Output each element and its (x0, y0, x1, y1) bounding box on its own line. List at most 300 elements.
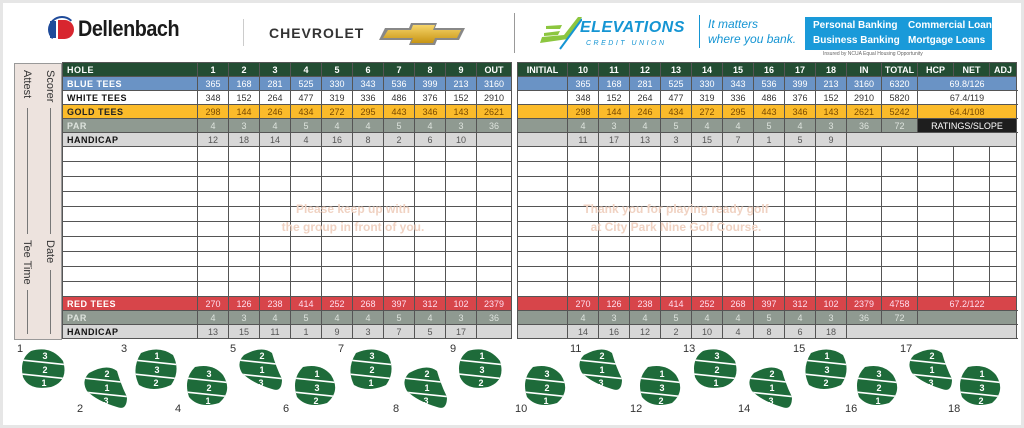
score-cell[interactable] (990, 162, 1017, 177)
score-cell[interactable] (198, 282, 229, 297)
score-cell[interactable] (415, 192, 446, 207)
score-cell[interactable] (198, 147, 229, 162)
player-name-cell[interactable] (63, 177, 198, 192)
score-cell[interactable] (847, 252, 882, 267)
score-cell[interactable] (630, 162, 661, 177)
handicap-row (518, 325, 1017, 339)
score-cell[interactable] (599, 237, 630, 252)
score-cell[interactable] (661, 192, 692, 207)
score-cell[interactable] (353, 207, 384, 222)
score-cell[interactable] (882, 237, 918, 252)
green-shape-icon (523, 365, 571, 413)
score-cell[interactable] (291, 252, 322, 267)
score-cell[interactable] (198, 192, 229, 207)
score-cell[interactable] (446, 237, 477, 252)
score-cell[interactable] (661, 207, 692, 222)
score-cell[interactable] (260, 222, 291, 237)
score-cell[interactable] (477, 177, 512, 192)
score-cell[interactable] (322, 267, 353, 282)
player-name-cell[interactable] (63, 192, 198, 207)
score-cell[interactable] (723, 267, 754, 282)
value-cell: 36 (847, 119, 882, 133)
player-score-row (518, 222, 1017, 237)
score-cell[interactable] (322, 177, 353, 192)
score-cell[interactable] (692, 252, 723, 267)
score-cell[interactable] (477, 267, 512, 282)
score-cell[interactable] (353, 252, 384, 267)
score-cell[interactable] (754, 252, 785, 267)
score-cell[interactable] (229, 282, 260, 297)
score-cell[interactable] (353, 267, 384, 282)
score-cell[interactable] (816, 267, 847, 282)
score-cell[interactable] (882, 177, 918, 192)
initial-cell[interactable] (518, 282, 568, 297)
value-cell: 126 (229, 297, 260, 311)
score-cell[interactable] (322, 222, 353, 237)
score-cell[interactable] (599, 207, 630, 222)
score-cell[interactable] (229, 192, 260, 207)
score-cell[interactable] (723, 162, 754, 177)
score-cell[interactable] (291, 207, 322, 222)
tee-time-line[interactable] (27, 290, 28, 334)
value-cell: 168 (229, 77, 260, 91)
score-cell[interactable] (384, 222, 415, 237)
score-cell[interactable] (785, 192, 816, 207)
initial-cell[interactable] (518, 192, 568, 207)
score-cell[interactable] (568, 222, 599, 237)
score-cell[interactable] (990, 282, 1017, 297)
score-cell[interactable] (353, 237, 384, 252)
score-cell[interactable] (847, 147, 882, 162)
score-cell[interactable] (723, 282, 754, 297)
score-cell[interactable] (816, 252, 847, 267)
score-cell[interactable] (477, 192, 512, 207)
score-cell[interactable] (477, 147, 512, 162)
score-cell[interactable] (446, 207, 477, 222)
tagline-line-1: It matters (708, 17, 759, 31)
score-cell[interactable] (990, 237, 1017, 252)
initial-cell[interactable] (518, 177, 568, 192)
score-cell[interactable] (630, 222, 661, 237)
score-cell[interactable] (477, 282, 512, 297)
value-cell: 5 (785, 133, 816, 147)
score-cell[interactable] (415, 162, 446, 177)
score-cell[interactable] (291, 267, 322, 282)
score-cell[interactable] (816, 162, 847, 177)
score-cell[interactable] (754, 207, 785, 222)
score-cell[interactable] (198, 267, 229, 282)
score-cell[interactable] (754, 222, 785, 237)
score-cell[interactable] (692, 222, 723, 237)
score-cell[interactable] (785, 147, 816, 162)
initial-cell[interactable] (518, 207, 568, 222)
score-cell[interactable] (229, 222, 260, 237)
score-cell[interactable] (198, 177, 229, 192)
score-cell[interactable] (260, 282, 291, 297)
player-name-cell[interactable] (63, 222, 198, 237)
score-cell[interactable] (599, 267, 630, 282)
score-cell[interactable] (990, 222, 1017, 237)
score-cell[interactable] (847, 267, 882, 282)
value-cell: 252 (692, 297, 723, 311)
player-score-row (63, 162, 512, 177)
score-cell[interactable] (260, 192, 291, 207)
score-cell[interactable] (785, 267, 816, 282)
score-cell[interactable] (568, 177, 599, 192)
score-cell[interactable] (661, 147, 692, 162)
score-cell[interactable] (723, 237, 754, 252)
score-cell[interactable] (477, 162, 512, 177)
score-cell[interactable] (384, 147, 415, 162)
player-name-cell[interactable] (63, 267, 198, 282)
score-cell[interactable] (415, 237, 446, 252)
score-cell[interactable] (198, 207, 229, 222)
score-cell[interactable] (198, 252, 229, 267)
score-cell[interactable] (785, 207, 816, 222)
score-cell[interactable] (384, 177, 415, 192)
player-name-cell[interactable] (63, 162, 198, 177)
player-name-cell[interactable] (63, 147, 198, 162)
score-cell[interactable] (599, 147, 630, 162)
score-cell[interactable] (415, 282, 446, 297)
score-cell[interactable] (630, 237, 661, 252)
score-cell[interactable] (198, 162, 229, 177)
score-cell[interactable] (630, 282, 661, 297)
score-cell[interactable] (198, 237, 229, 252)
score-cell[interactable] (198, 222, 229, 237)
green-shape-icon (958, 365, 1006, 413)
score-cell[interactable] (723, 222, 754, 237)
score-cell[interactable] (882, 162, 918, 177)
hole-number-label: 10 (515, 403, 528, 415)
green-diagram-hole-6 (283, 365, 341, 418)
score-cell[interactable] (477, 237, 512, 252)
score-cell[interactable] (954, 147, 990, 162)
score-cell[interactable] (954, 177, 990, 192)
score-cell[interactable] (954, 267, 990, 282)
score-cell[interactable] (599, 177, 630, 192)
score-cell[interactable] (692, 147, 723, 162)
score-cell[interactable] (882, 147, 918, 162)
score-cell[interactable] (353, 282, 384, 297)
score-cell[interactable] (661, 177, 692, 192)
score-cell[interactable] (882, 192, 918, 207)
score-cell[interactable] (692, 237, 723, 252)
score-cell[interactable] (322, 147, 353, 162)
score-cell[interactable] (415, 252, 446, 267)
svg-text:1: 1 (875, 396, 881, 406)
score-cell[interactable] (229, 162, 260, 177)
score-cell[interactable] (816, 147, 847, 162)
score-cell[interactable] (446, 282, 477, 297)
score-cell[interactable] (847, 222, 882, 237)
score-cell[interactable] (785, 177, 816, 192)
score-cell[interactable] (816, 177, 847, 192)
value-cell: 5 (415, 325, 446, 339)
score-cell[interactable] (229, 207, 260, 222)
score-cell[interactable] (990, 252, 1017, 267)
score-cell[interactable] (260, 237, 291, 252)
score-cell[interactable] (954, 282, 990, 297)
score-cell[interactable] (754, 147, 785, 162)
score-cell[interactable] (630, 147, 661, 162)
score-cell[interactable] (568, 162, 599, 177)
score-cell[interactable] (847, 282, 882, 297)
score-cell[interactable] (260, 267, 291, 282)
score-cell[interactable] (446, 147, 477, 162)
score-cell[interactable] (322, 237, 353, 252)
initial-header: INITIAL (518, 63, 568, 77)
score-cell[interactable] (260, 252, 291, 267)
score-cell[interactable] (723, 147, 754, 162)
value-cell: 4 (260, 311, 291, 325)
score-cell[interactable] (754, 192, 785, 207)
score-cell[interactable] (384, 192, 415, 207)
score-cell[interactable] (882, 207, 918, 222)
score-cell[interactable] (954, 192, 990, 207)
score-cell[interactable] (918, 252, 954, 267)
score-cell[interactable] (816, 222, 847, 237)
score-cell[interactable] (291, 237, 322, 252)
score-cell[interactable] (918, 207, 954, 222)
empty-cell (847, 133, 1017, 147)
score-cell[interactable] (260, 147, 291, 162)
score-cell[interactable] (446, 192, 477, 207)
score-cell[interactable] (954, 237, 990, 252)
score-cell[interactable] (229, 267, 260, 282)
initial-cell[interactable] (518, 222, 568, 237)
score-cell[interactable] (882, 252, 918, 267)
score-cell[interactable] (990, 267, 1017, 282)
score-cell[interactable] (291, 147, 322, 162)
score-cell[interactable] (754, 267, 785, 282)
score-cell[interactable] (918, 177, 954, 192)
score-cell[interactable] (229, 147, 260, 162)
score-cell[interactable] (599, 192, 630, 207)
score-cell[interactable] (661, 282, 692, 297)
initial-cell[interactable] (518, 252, 568, 267)
score-cell[interactable] (692, 207, 723, 222)
score-cell[interactable] (661, 162, 692, 177)
score-cell[interactable] (477, 207, 512, 222)
score-cell[interactable] (415, 267, 446, 282)
score-cell[interactable] (322, 192, 353, 207)
score-cell[interactable] (353, 192, 384, 207)
svg-text:3: 3 (928, 378, 934, 388)
score-cell[interactable] (918, 162, 954, 177)
score-cell[interactable] (882, 267, 918, 282)
score-cell[interactable] (353, 147, 384, 162)
hole-number-label: 8 (393, 403, 400, 415)
value-cell: 252 (322, 297, 353, 311)
score-cell[interactable] (384, 207, 415, 222)
score-cell[interactable] (785, 222, 816, 237)
score-cell[interactable] (918, 237, 954, 252)
green-diagram-hole-3 (121, 343, 181, 400)
score-cell[interactable] (630, 177, 661, 192)
score-cell[interactable] (446, 222, 477, 237)
score-cell[interactable] (568, 252, 599, 267)
score-cell[interactable] (918, 192, 954, 207)
score-cell[interactable] (918, 267, 954, 282)
score-cell[interactable] (568, 192, 599, 207)
score-cell[interactable] (568, 237, 599, 252)
score-cell[interactable] (990, 147, 1017, 162)
score-cell[interactable] (446, 252, 477, 267)
svg-text:1: 1 (424, 383, 430, 393)
score-cell[interactable] (847, 192, 882, 207)
player-score-row (63, 282, 512, 297)
score-cell[interactable] (785, 282, 816, 297)
score-cell[interactable] (384, 162, 415, 177)
value-cell: 3 (446, 119, 477, 133)
score-cell[interactable] (954, 207, 990, 222)
score-cell[interactable] (661, 252, 692, 267)
score-cell[interactable] (630, 267, 661, 282)
score-cell[interactable] (229, 177, 260, 192)
score-cell[interactable] (816, 237, 847, 252)
score-cell[interactable] (692, 177, 723, 192)
score-cell[interactable] (599, 222, 630, 237)
score-cell[interactable] (568, 282, 599, 297)
score-cell[interactable] (816, 192, 847, 207)
score-cell[interactable] (918, 222, 954, 237)
score-cell[interactable] (384, 252, 415, 267)
score-cell[interactable] (415, 222, 446, 237)
score-cell[interactable] (847, 207, 882, 222)
score-cell[interactable] (754, 282, 785, 297)
score-cell[interactable] (918, 147, 954, 162)
score-cell[interactable] (882, 282, 918, 297)
score-cell[interactable] (754, 162, 785, 177)
score-cell[interactable] (954, 252, 990, 267)
score-cell[interactable] (446, 177, 477, 192)
value-cell: 477 (661, 91, 692, 105)
score-cell[interactable] (599, 252, 630, 267)
score-cell[interactable] (415, 147, 446, 162)
score-cell[interactable] (661, 237, 692, 252)
score-cell[interactable] (785, 237, 816, 252)
score-cell[interactable] (477, 222, 512, 237)
score-cell[interactable] (291, 162, 322, 177)
score-cell[interactable] (477, 252, 512, 267)
score-cell[interactable] (847, 162, 882, 177)
score-cell[interactable] (692, 192, 723, 207)
score-cell[interactable] (260, 207, 291, 222)
value-cell: 399 (415, 77, 446, 91)
score-cell[interactable] (384, 237, 415, 252)
score-cell[interactable] (260, 177, 291, 192)
score-cell[interactable] (990, 192, 1017, 207)
value-cell: 6 (415, 133, 446, 147)
score-cell[interactable] (353, 177, 384, 192)
score-cell[interactable] (723, 192, 754, 207)
score-cell[interactable] (816, 282, 847, 297)
score-cell[interactable] (568, 147, 599, 162)
score-cell[interactable] (785, 162, 816, 177)
score-cell[interactable] (816, 207, 847, 222)
initial-cell[interactable] (518, 162, 568, 177)
gold-tees-row (518, 105, 1017, 119)
score-cell[interactable] (291, 282, 322, 297)
score-cell[interactable] (990, 207, 1017, 222)
score-cell[interactable] (415, 177, 446, 192)
score-cell[interactable] (599, 162, 630, 177)
score-cell[interactable] (446, 267, 477, 282)
score-cell[interactable] (415, 207, 446, 222)
score-cell[interactable] (322, 252, 353, 267)
player-name-cell[interactable] (63, 237, 198, 252)
score-cell[interactable] (918, 282, 954, 297)
score-cell[interactable] (847, 177, 882, 192)
score-cell[interactable] (353, 222, 384, 237)
score-cell[interactable] (322, 207, 353, 222)
tee-time-label: Tee Time (21, 240, 33, 285)
initial-cell[interactable] (518, 267, 568, 282)
player-name-cell[interactable] (63, 252, 198, 267)
score-cell[interactable] (723, 252, 754, 267)
score-cell[interactable] (723, 207, 754, 222)
hole-header-row (63, 63, 512, 77)
green-shape-icon (293, 365, 341, 413)
scorer-line[interactable] (50, 108, 51, 234)
score-cell[interactable] (229, 237, 260, 252)
score-cell[interactable] (754, 177, 785, 192)
score-cell[interactable] (990, 177, 1017, 192)
initial-cell[interactable] (518, 147, 568, 162)
score-cell[interactable] (785, 252, 816, 267)
score-cell[interactable] (229, 252, 260, 267)
score-cell[interactable] (954, 162, 990, 177)
score-cell[interactable] (260, 162, 291, 177)
score-cell[interactable] (630, 252, 661, 267)
score-cell[interactable] (692, 267, 723, 282)
white-tees-row (518, 91, 1017, 105)
score-cell[interactable] (661, 267, 692, 282)
attest-line[interactable] (27, 108, 28, 234)
score-cell[interactable] (723, 177, 754, 192)
player-name-cell[interactable] (63, 207, 198, 222)
score-cell[interactable] (692, 162, 723, 177)
score-cell[interactable] (630, 192, 661, 207)
score-cell[interactable] (291, 222, 322, 237)
player-name-cell[interactable] (63, 282, 198, 297)
score-cell[interactable] (322, 282, 353, 297)
score-cell[interactable] (661, 222, 692, 237)
score-cell[interactable] (568, 267, 599, 282)
score-cell[interactable] (882, 222, 918, 237)
date-line[interactable] (50, 270, 51, 334)
score-cell[interactable] (322, 162, 353, 177)
column-header: NET (954, 63, 990, 77)
score-cell[interactable] (291, 192, 322, 207)
score-cell[interactable] (568, 207, 599, 222)
initial-cell[interactable] (518, 237, 568, 252)
svg-text:2: 2 (206, 383, 212, 393)
score-cell[interactable] (599, 282, 630, 297)
score-cell[interactable] (630, 207, 661, 222)
score-cell[interactable] (384, 267, 415, 282)
score-cell[interactable] (353, 162, 384, 177)
score-cell[interactable] (446, 162, 477, 177)
score-cell[interactable] (692, 282, 723, 297)
score-cell[interactable] (954, 222, 990, 237)
score-cell[interactable] (384, 282, 415, 297)
score-cell[interactable] (754, 237, 785, 252)
value-cell: 8 (353, 133, 384, 147)
score-cell[interactable] (847, 237, 882, 252)
score-cell[interactable] (291, 177, 322, 192)
